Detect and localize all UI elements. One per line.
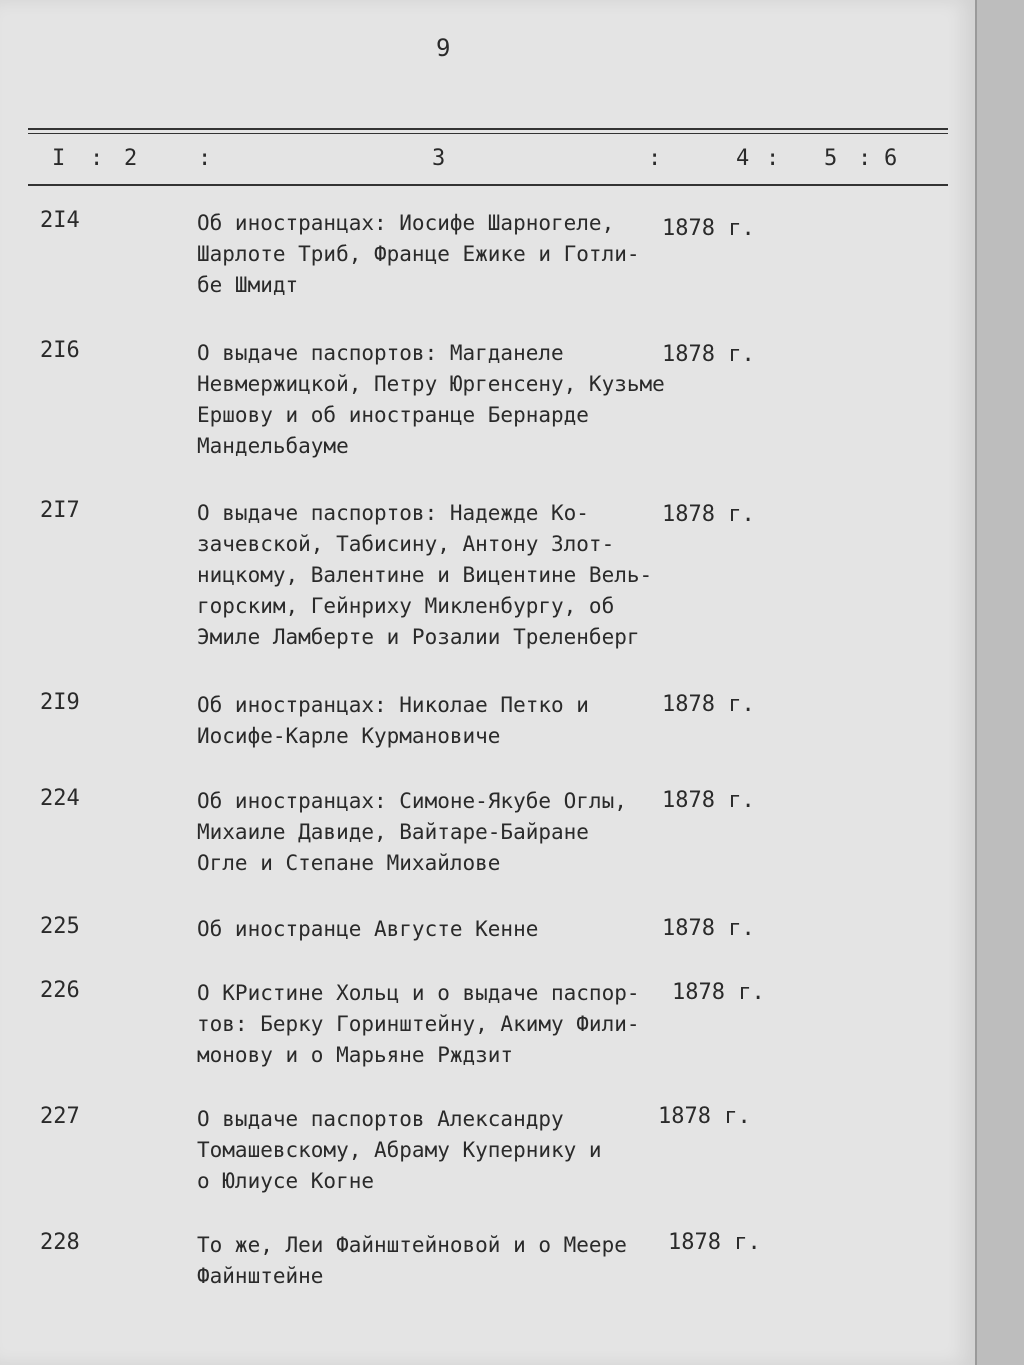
column-separator: : [766,146,780,171]
description-line: Иосифе-Карле Курмановиче [197,724,501,748]
column-header-6: 6 [884,146,898,171]
entry-year: 1878 г. [662,788,755,813]
description-line: Эмиле Ламберте и Розалии Треленберг [197,625,640,649]
entry-number: 225 [40,914,80,939]
entry-description [197,690,677,752]
entry-number: 2I6 [40,338,80,363]
entry-description [197,208,677,301]
description-line: Об иностранцах: Симоне-Якубе Оглы, [197,789,627,813]
entry-year: 1878 г. [662,916,755,941]
entry-description [197,338,677,462]
column-separator: : [90,146,104,171]
entry-description [197,786,677,879]
column-header-3: 3 [432,146,446,171]
header-bottom-rule [28,184,948,186]
entry-description [197,1104,677,1197]
entry-year: 1878 г. [658,1104,751,1129]
description-line: монову и о Марьяне Рждзит [197,1043,514,1067]
description-line: о Юлиусе Когне [197,1169,375,1193]
description-line: О выдаче паспортов: Надежде Ко- [197,501,589,525]
entry-description [197,978,677,1071]
entry-number: 2I4 [40,208,80,233]
description-line: Об иностранцах: Иосифе Шарногеле, [197,211,615,235]
column-separator: : [648,146,662,171]
entry-number: 2I7 [40,498,80,523]
description-line: зачевской, Табисину, Антону Злот- [197,532,615,556]
description-line: Об иностранце Августе Кенне [197,917,539,941]
entry-year: 1878 г. [672,980,765,1005]
column-header-row [0,146,975,176]
column-header-4: 4 [736,146,750,171]
column-separator: : [198,146,212,171]
description-line: О выдаче паспортов Александру [197,1107,564,1131]
entry-number: 226 [40,978,80,1003]
entry-description [197,914,677,945]
description-line: О КРистине Хольц и о выдаче паспор- [197,981,640,1005]
entry-number: 228 [40,1230,80,1255]
header-top-rule [28,128,948,130]
entry-number: 2I9 [40,690,80,715]
description-line: горским, Гейнриху Микленбургу, об [197,594,615,618]
entry-year: 1878 г. [662,502,755,527]
entry-year: 1878 г. [668,1230,761,1255]
description-line: О выдаче паспортов: Магданеле [197,341,564,365]
page-edge [975,0,1024,1365]
description-line: Невмержицкой, Петру Юргенсену, Кузьме [197,372,665,396]
description-line: бе Шмидт [197,273,299,297]
page-number: 9 [436,34,451,62]
description-line: тов: Берку Горинштейну, Акиму Фили- [197,1012,640,1036]
description-line: Об иностранцах: Николае Петко и [197,693,589,717]
description-line: Файнштейне [197,1264,324,1288]
column-separator: : [858,146,872,171]
header-top-rule-thin [28,133,948,134]
entry-number: 224 [40,786,80,811]
entry-description [197,498,677,653]
description-line: Томашевскому, Абраму Купернику и [197,1138,602,1162]
description-line: ницкому, Валентине и Вицентине Вель- [197,563,653,587]
entry-year: 1878 г. [662,216,755,241]
description-line: То же, Леи Файнштейновой и о Меере [197,1233,627,1257]
entry-description [197,1230,677,1292]
description-line: Шарлоте Триб, Франце Ежике и Готли- [197,242,640,266]
description-line: Михаиле Давиде, Вайтаре-Байране [197,820,589,844]
description-line: Огле и Степане Михайлове [197,851,501,875]
column-header-1: I [52,146,66,171]
entry-number: 227 [40,1104,80,1129]
column-header-2: 2 [124,146,138,171]
entry-year: 1878 г. [662,342,755,367]
column-header-5: 5 [824,146,838,171]
description-line: Мандельбауме [197,434,349,458]
entry-year: 1878 г. [662,692,755,717]
description-line: Ершову и об иностранце Бернарде [197,403,589,427]
